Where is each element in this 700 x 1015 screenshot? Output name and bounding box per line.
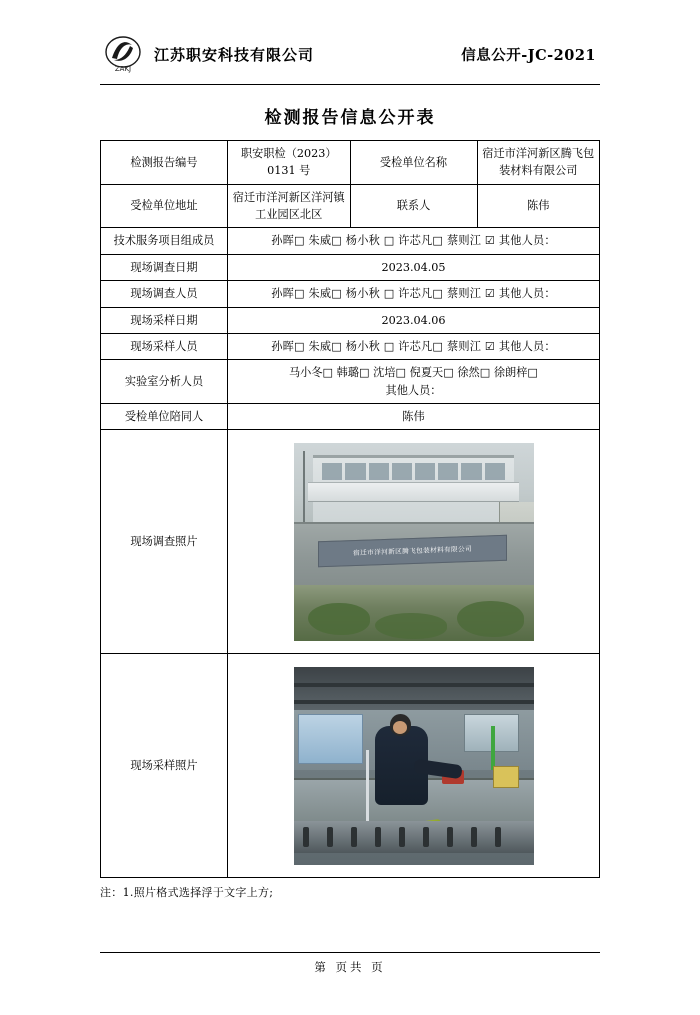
- survey-photo-label: 现场调查照片: [101, 430, 228, 654]
- document-code: 信息公开-JC-2021: [461, 46, 596, 64]
- table-row: [101, 141, 600, 185]
- client-addr-label: 受检单位地址: [101, 184, 228, 228]
- table-row: [101, 403, 600, 429]
- photo-beam: [294, 683, 534, 687]
- lab-staff-line2: 其他人员：: [385, 383, 442, 397]
- photo-green-post: [491, 726, 495, 770]
- contact-label: 联系人: [350, 184, 477, 228]
- contact-value: 陈伟: [477, 184, 600, 228]
- page-header: [100, 26, 600, 82]
- table-row: [101, 228, 600, 254]
- photo-conveyor: [294, 821, 534, 853]
- sampling-staff-value: 孙晖□ 朱威□ 杨小秋 □ 许芯凡□ 蔡则江 ☑ 其他人员：: [228, 333, 600, 359]
- report-no-value: 职安职检（2023）0131 号: [228, 141, 351, 185]
- table-row: [101, 184, 600, 228]
- footnote: 注：1.照片格式选择浮于文字上方;: [100, 886, 274, 900]
- photo-roofline: [308, 482, 519, 502]
- table-row: [101, 307, 600, 333]
- escort-value: 陈伟: [228, 403, 600, 429]
- page-number: 第 页共 页: [314, 960, 386, 974]
- photo-windows: [322, 463, 504, 481]
- sampling-staff-label: 现场采样人员: [101, 333, 228, 359]
- lab-staff-value: [228, 360, 600, 404]
- survey-staff-value: 孙晖□ 朱威□ 杨小秋 □ 许芯凡□ 蔡则江 ☑ 其他人员：: [228, 281, 600, 307]
- header-left: [100, 34, 314, 74]
- photo-bush: [375, 613, 447, 639]
- client-name-label: 受检单位名称: [350, 141, 477, 185]
- table-row: [101, 281, 600, 307]
- table-row: [101, 254, 600, 280]
- photo-beam: [294, 700, 534, 704]
- table-row: [101, 360, 600, 404]
- table-row: [101, 654, 600, 878]
- report-no-label: 检测报告编号: [101, 141, 228, 185]
- sampling-date-label: 现场采样日期: [101, 307, 228, 333]
- survey-date-value: 2023.04.05: [228, 254, 600, 280]
- sampling-photo-image: [294, 667, 534, 865]
- escort-label: 受检单位陪同人: [101, 403, 228, 429]
- photo-panel: [298, 714, 362, 764]
- header-divider: [100, 84, 600, 85]
- team-label: 技术服务项目组成员: [101, 228, 228, 254]
- document-page: [0, 26, 700, 1015]
- survey-photo-image: [294, 443, 534, 641]
- photo-bush: [308, 603, 370, 635]
- page-footer: [100, 952, 600, 975]
- signboard-text: 宿迁市洋河新区腾飞包装材料有限公司: [352, 544, 472, 557]
- client-name-value: 宿迁市洋河新区腾飞包装材料有限公司: [477, 141, 600, 185]
- survey-date-label: 现场调查日期: [101, 254, 228, 280]
- photo-rail: [366, 750, 369, 829]
- team-value: 孙晖□ 朱威□ 杨小秋 □ 许芯凡□ 蔡则江 ☑ 其他人员：: [228, 228, 600, 254]
- client-addr-value: 宿迁市洋河新区洋河镇工业园区北区: [228, 184, 351, 228]
- lab-staff-label: 实验室分析人员: [101, 360, 228, 404]
- page-title: 检测报告信息公开表: [264, 108, 436, 128]
- table-row: [101, 430, 600, 654]
- sampling-date-value: 2023.04.06: [228, 307, 600, 333]
- photo-bush: [457, 601, 524, 637]
- lab-staff-line1: 马小冬□ 韩璐□ 沈培□ 倪夏天□ 徐然□ 徐朗梓□: [288, 366, 539, 380]
- survey-staff-label: 现场调查人员: [101, 281, 228, 307]
- table-row: [101, 333, 600, 359]
- sampling-photo-cell: [228, 654, 600, 878]
- sampling-photo-label: 现场采样照片: [101, 654, 228, 878]
- photo-yellow-box: [493, 766, 519, 788]
- company-name: 江苏职安科技有限公司: [154, 45, 315, 64]
- info-table: [100, 140, 600, 878]
- survey-photo-cell: [228, 430, 600, 654]
- photo-pole: [303, 451, 305, 530]
- company-logo-icon: [100, 34, 146, 74]
- svg-text:ZAKJ: ZAKJ: [114, 65, 132, 73]
- footer-divider: [100, 952, 600, 953]
